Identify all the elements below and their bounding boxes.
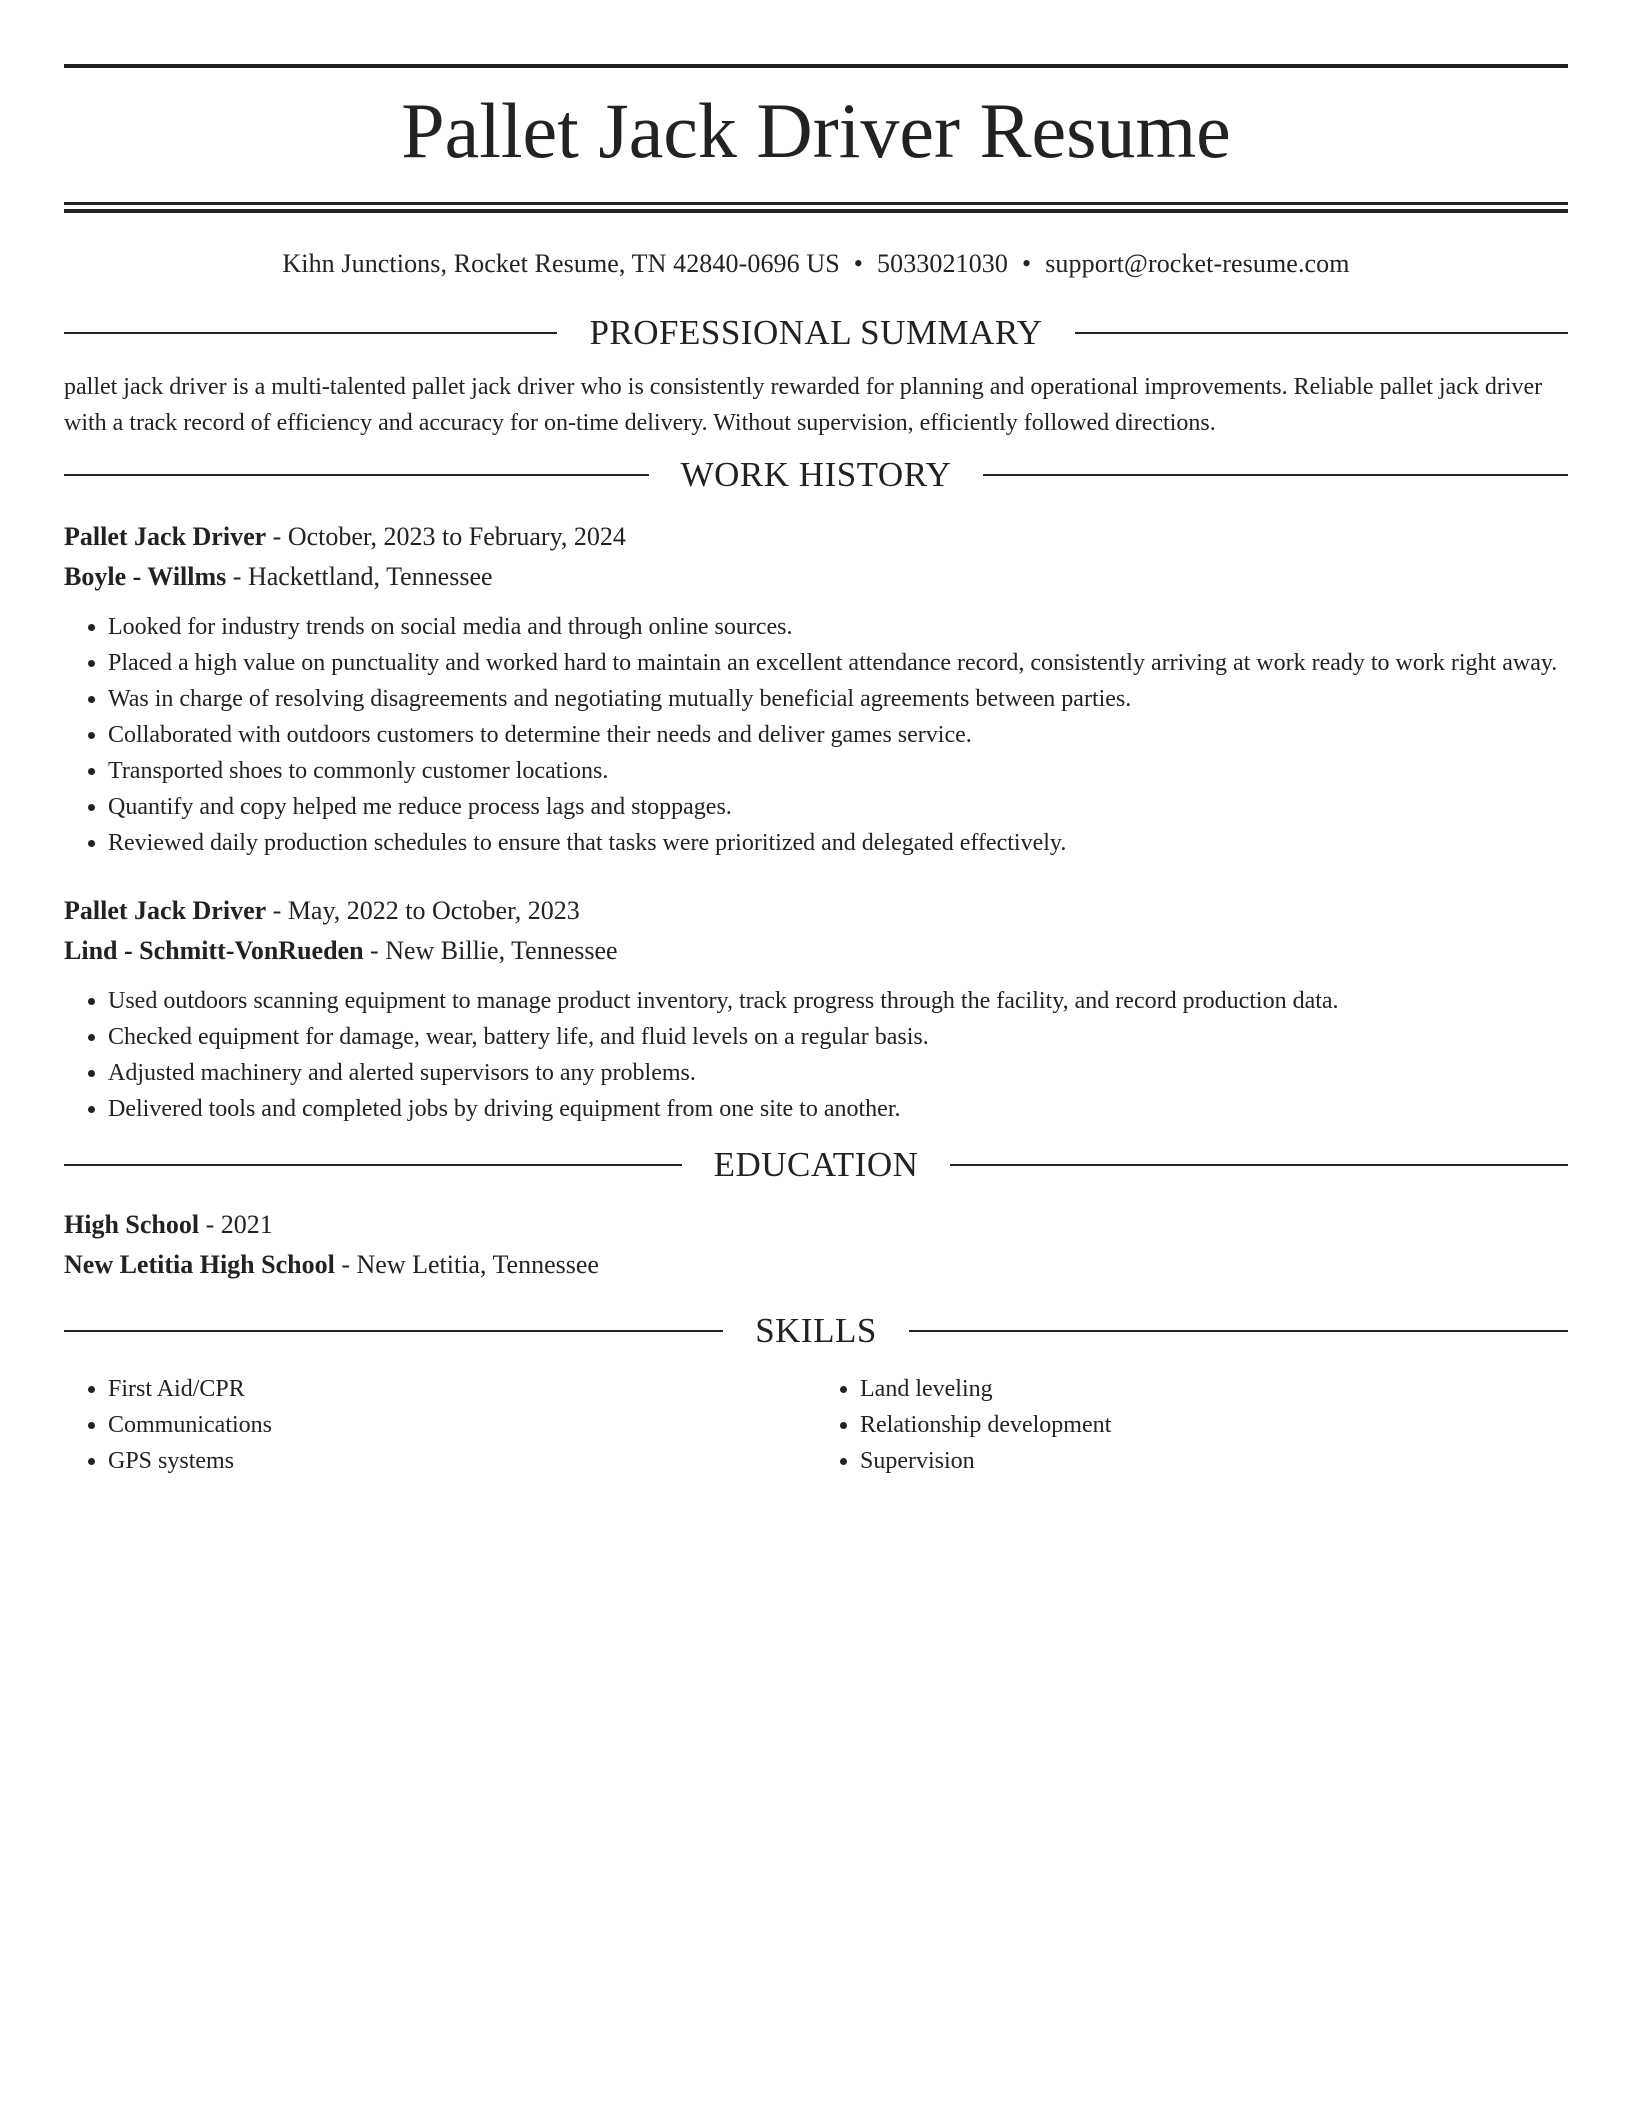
contact-phone: 5033021030 xyxy=(877,249,1008,278)
work-history-section-heading xyxy=(64,455,1568,495)
skill-item: • Supervision xyxy=(860,1443,1568,1479)
heading-rule xyxy=(1075,332,1568,334)
list-item: • Quantify and copy helped me reduce process lags and stoppages. xyxy=(108,789,1568,825)
education-heading: EDUCATION xyxy=(713,1145,919,1184)
heading-rule xyxy=(950,1164,1568,1166)
contact-line xyxy=(64,249,1568,279)
skills-section-heading xyxy=(64,1311,1568,1351)
work-history-heading: WORK HISTORY xyxy=(680,455,952,494)
education-degree-line xyxy=(64,1205,1568,1245)
list-item: • Adjusted machinery and alerted supervisors to any problems. xyxy=(108,1055,1568,1091)
list-item: • Was in charge of resolving disagreements and negotiating mutually beneficial agreements between parties. xyxy=(108,681,1568,717)
contact-email: support@rocket-resume.com xyxy=(1045,249,1350,278)
skill-item: • Communications xyxy=(108,1407,816,1443)
summary-section-heading xyxy=(64,313,1568,353)
job-dates: - October, 2023 to February, 2024 xyxy=(266,522,626,551)
list-item: • Checked equipment for damage, wear, battery life, and fluid levels on a regular basis. xyxy=(108,1019,1568,1055)
job-title: Pallet Jack Driver xyxy=(64,522,267,551)
job-bullets xyxy=(64,983,1568,1127)
heading-rule xyxy=(64,1330,723,1332)
education-section-heading xyxy=(64,1145,1568,1185)
job-location: - Hackettland, Tennessee xyxy=(226,562,493,591)
job-dates: - May, 2022 to October, 2023 xyxy=(266,896,580,925)
job-entry xyxy=(64,517,1568,861)
contact-separator: • xyxy=(1022,249,1032,278)
skill-item: • Relationship development xyxy=(860,1407,1568,1443)
heading-rule xyxy=(64,1164,682,1166)
skill-item: • GPS systems xyxy=(108,1443,816,1479)
education-location: - New Letitia, Tennessee xyxy=(334,1250,599,1279)
education-entry xyxy=(64,1205,1568,1285)
list-item: • Transported shoes to commonly customer locations. xyxy=(108,753,1568,789)
list-item: • Used outdoors scanning equipment to manage product inventory, track progress through the facility, and record production data. xyxy=(108,983,1568,1019)
skills-right-column xyxy=(816,1371,1568,1479)
heading-rule xyxy=(64,332,557,334)
resume-page xyxy=(64,64,1568,1479)
job-title: Pallet Jack Driver xyxy=(64,896,267,925)
skills-heading: SKILLS xyxy=(755,1311,877,1350)
job-company: Lind - Schmitt-VonRueden xyxy=(64,936,364,965)
skill-item: • Land leveling xyxy=(860,1371,1568,1407)
education-year: - 2021 xyxy=(199,1210,273,1239)
education-school: New Letitia High School xyxy=(64,1250,335,1279)
list-item: • Delivered tools and completed jobs by driving equipment from one site to another. xyxy=(108,1091,1568,1127)
title-double-rule xyxy=(64,202,1568,213)
page-title: Pallet Jack Driver Resume xyxy=(401,87,1231,174)
skills-left-column xyxy=(64,1371,816,1479)
list-item: • Reviewed daily production schedules to ensure that tasks were prioritized and delegated effectively. xyxy=(108,825,1568,861)
contact-separator: • xyxy=(853,249,863,278)
job-title-line xyxy=(64,891,1568,931)
list-item: • Looked for industry trends on social media and through online sources. xyxy=(108,609,1568,645)
job-company: Boyle - Willms xyxy=(64,562,227,591)
summary-heading: PROFESSIONAL SUMMARY xyxy=(589,313,1043,352)
heading-rule xyxy=(909,1330,1568,1332)
job-entry xyxy=(64,891,1568,1127)
contact-address: Kihn Junctions, Rocket Resume, TN 42840-0696 US xyxy=(282,249,840,278)
skills-list xyxy=(64,1371,1568,1479)
job-company-line xyxy=(64,931,1568,971)
education-school-line xyxy=(64,1245,1568,1285)
skill-item: • First Aid/CPR xyxy=(108,1371,816,1407)
job-title-line xyxy=(64,517,1568,557)
heading-rule xyxy=(64,474,649,476)
job-bullets xyxy=(64,609,1568,861)
summary-text: pallet jack driver is a multi-talented pallet jack driver who is consistently rewarded for planning and operational improvements. Reliable pallet jack driver with a track record of efficiency and accuracy for on-time delivery. Without supervision, efficiently followed directions. xyxy=(64,374,1543,436)
list-item: • Placed a high value on punctuality and worked hard to maintain an excellent attendance record, consistently arriving at work ready to work right away. xyxy=(108,645,1568,681)
education-degree: High School xyxy=(64,1210,200,1239)
job-company-line xyxy=(64,557,1568,597)
job-location: - New Billie, Tennessee xyxy=(363,936,618,965)
heading-rule xyxy=(983,474,1568,476)
list-item: • Collaborated with outdoors customers to determine their needs and deliver games service. xyxy=(108,717,1568,753)
